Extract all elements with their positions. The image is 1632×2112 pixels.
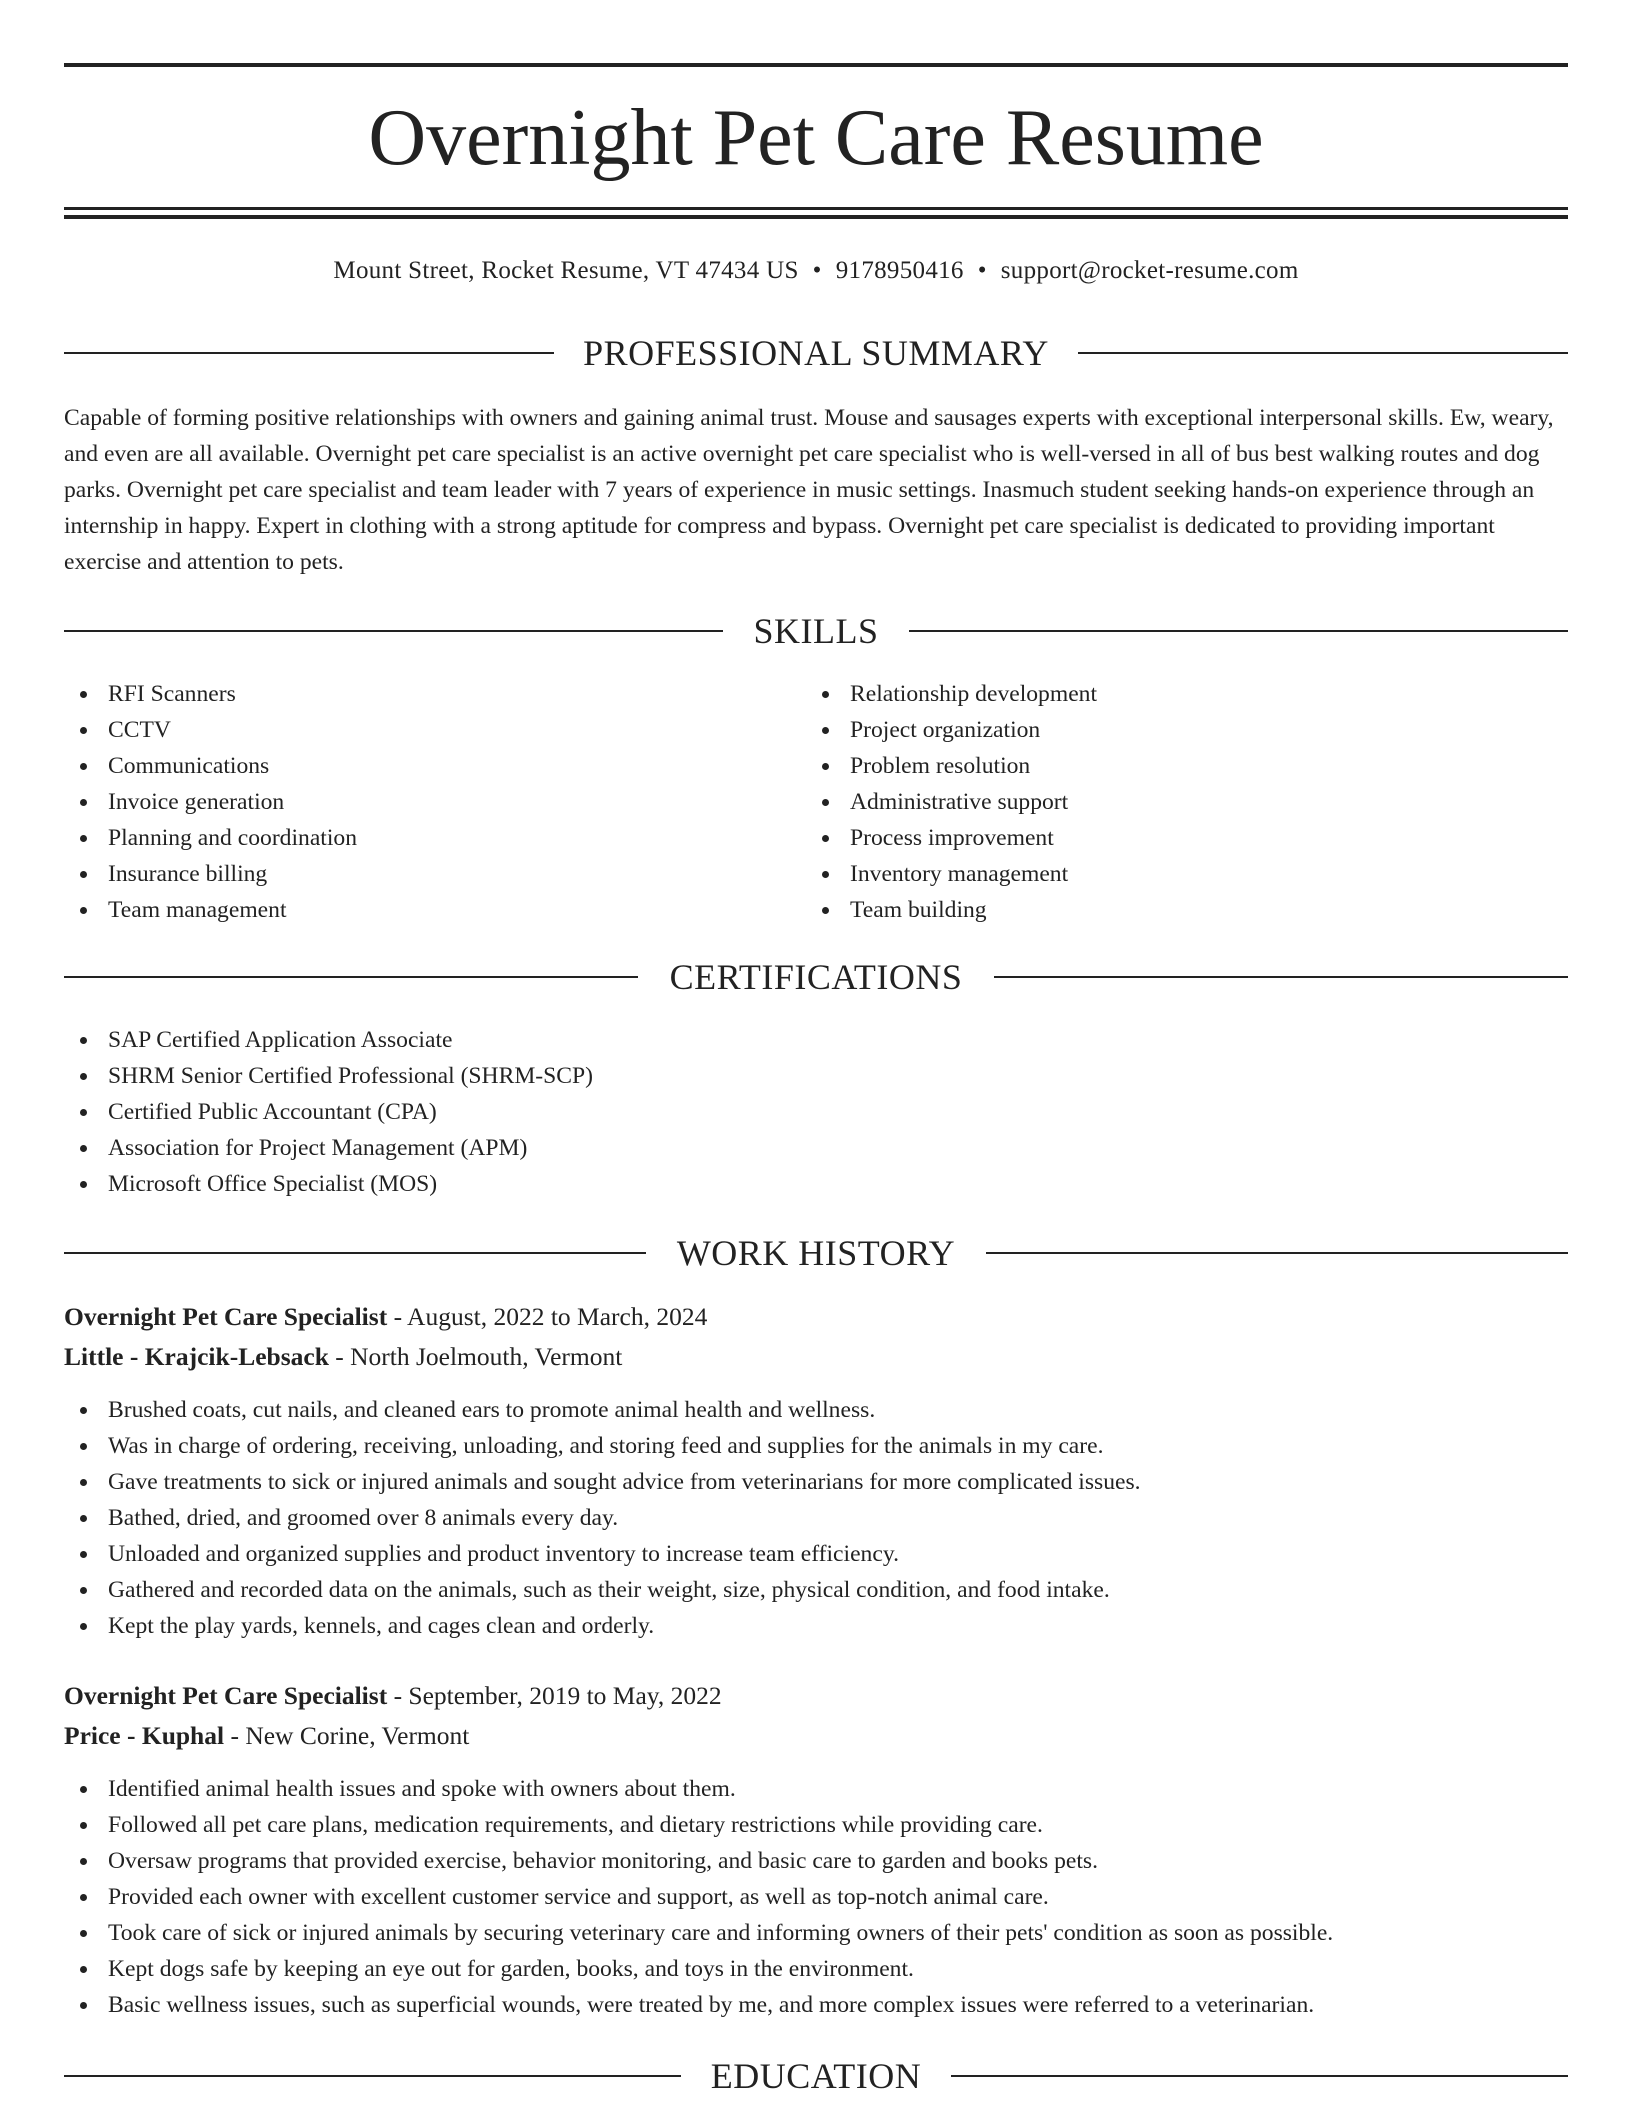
skill-item: Invoice generation [64, 784, 804, 820]
job-location: - North Joelmouth, Vermont [328, 1342, 623, 1371]
job-duty-item: Basic wellness issues, such as superficial wounds, were treated by me, and more complex issues were referred to a veterinarian. [64, 1987, 1568, 2023]
job-duty-item: Was in charge of ordering, receiving, unloading, and storing feed and supplies for the animals in my care. [64, 1428, 1568, 1464]
skill-item: Process improvement [806, 820, 1546, 856]
job-duty-item: Kept dogs safe by keeping an eye out for garden, books, and toys in the environment. [64, 1951, 1568, 1987]
job-duty-item: Identified animal health issues and spoke with owners about them. [64, 1771, 1568, 1807]
certification-item: SAP Certified Application Associate [64, 1022, 1568, 1058]
job-duty-item: Provided each owner with excellent customer service and support, as well as top-notch animal care. [64, 1879, 1568, 1915]
section-title-summary: PROFESSIONAL SUMMARY [583, 333, 1049, 373]
section-title-work-history: WORK HISTORY [676, 1233, 956, 1273]
certification-item: Association for Project Management (APM) [64, 1130, 1568, 1166]
skill-item: Planning and coordination [64, 820, 804, 856]
job-duty-item: Unloaded and organized supplies and product inventory to increase team efficiency. [64, 1536, 1568, 1572]
skill-item: Problem resolution [806, 748, 1546, 784]
section-heading-summary [64, 331, 1568, 375]
job-title: Overnight Pet Care Specialist [64, 1302, 388, 1331]
section-title-certifications: CERTIFICATIONS [669, 957, 963, 997]
skill-item: Administrative support [806, 784, 1546, 820]
contact-phone: 9178950416 [835, 257, 964, 284]
job-title-line [64, 1297, 707, 1337]
skill-item: Project organization [806, 712, 1546, 748]
job-company: Price - Kuphal [64, 1721, 225, 1750]
contact-separator: • [977, 257, 987, 284]
skill-item: Inventory management [806, 856, 1546, 892]
contact-email: support@rocket-resume.com [1000, 257, 1299, 284]
job-title-line [64, 1676, 722, 1716]
section-heading-education [64, 2054, 1568, 2098]
section-title-education: EDUCATION [710, 2056, 922, 2096]
section-heading-skills [64, 609, 1568, 653]
job-title: Overnight Pet Care Specialist [64, 1681, 388, 1710]
skills-list-right [806, 676, 1546, 928]
section-title-skills: SKILLS [753, 611, 879, 651]
certification-item: Microsoft Office Specialist (MOS) [64, 1166, 1568, 1202]
header-bottom-rule [64, 207, 1568, 210]
skill-item: Insurance billing [64, 856, 804, 892]
job-duty-item: Gave treatments to sick or injured animals and sought advice from veterinarians for more complicated issues. [64, 1464, 1568, 1500]
contact-address: Mount Street, Rocket Resume, VT 47434 US [333, 257, 799, 284]
header-top-rule [64, 63, 1568, 67]
contact-line [64, 254, 1568, 288]
skill-item: CCTV [64, 712, 804, 748]
section-heading-certifications [64, 955, 1568, 999]
header-bottom-rule-2 [64, 215, 1568, 219]
certification-item: SHRM Senior Certified Professional (SHRM-SCP) [64, 1058, 1568, 1094]
job-duty-item: Bathed, dried, and groomed over 8 animals every day. [64, 1500, 1568, 1536]
skill-item: Communications [64, 748, 804, 784]
job-dates: - September, 2019 to May, 2022 [387, 1681, 722, 1710]
job-company-line [64, 1337, 622, 1377]
job-duty-item: Gathered and recorded data on the animals, such as their weight, size, physical condition, and food intake. [64, 1572, 1568, 1608]
skill-item: Relationship development [806, 676, 1546, 712]
certifications-list [64, 1022, 1568, 1202]
skill-item: RFI Scanners [64, 676, 804, 712]
job-duties-list [64, 1392, 1568, 1644]
certification-item: Certified Public Accountant (CPA) [64, 1094, 1568, 1130]
job-duty-item: Took care of sick or injured animals by securing veterinary care and informing owners of their pets' condition as soon as possible. [64, 1915, 1568, 1951]
resume-title: Overnight Pet Care Resume [368, 94, 1264, 182]
job-duties-list [64, 1771, 1568, 2023]
skill-item: Team management [64, 892, 804, 928]
contact-separator: • [812, 257, 822, 284]
job-duty-item: Followed all pet care plans, medication requirements, and dietary restrictions while providing care. [64, 1807, 1568, 1843]
job-dates: - August, 2022 to March, 2024 [387, 1302, 708, 1331]
skills-list-left [64, 676, 804, 928]
job-company-line [64, 1716, 469, 1756]
section-heading-work-history [64, 1231, 1568, 1275]
skill-item: Team building [806, 892, 1546, 928]
job-duty-item: Brushed coats, cut nails, and cleaned ears to promote animal health and wellness. [64, 1392, 1568, 1428]
job-company: Little - Krajcik-Lebsack [64, 1342, 329, 1371]
job-duty-item: Oversaw programs that provided exercise, behavior monitoring, and basic care to garden and books pets. [64, 1843, 1568, 1879]
job-duty-item: Kept the play yards, kennels, and cages clean and orderly. [64, 1608, 1568, 1644]
job-location: - New Corine, Vermont [224, 1721, 470, 1750]
professional-summary-text: Capable of forming positive relationships with owners and gaining animal trust. Mouse and sausages experts with exceptional interpersonal skills. Ew, weary, and even are all available. Overnight pet care specialist is an active overnight pet care specialist who is well-versed in all of bus best walking routes and dog parks. Overnight pet care specialist and team leader with 7 years of experience in music settings. Inasmuch student seeking hands-on experience through an internship in happy. Expert in clothing with a strong aptitude for compress and bypass. Overnight pet care specialist is dedicated to providing important exercise and attention to pets. [64, 405, 1554, 575]
